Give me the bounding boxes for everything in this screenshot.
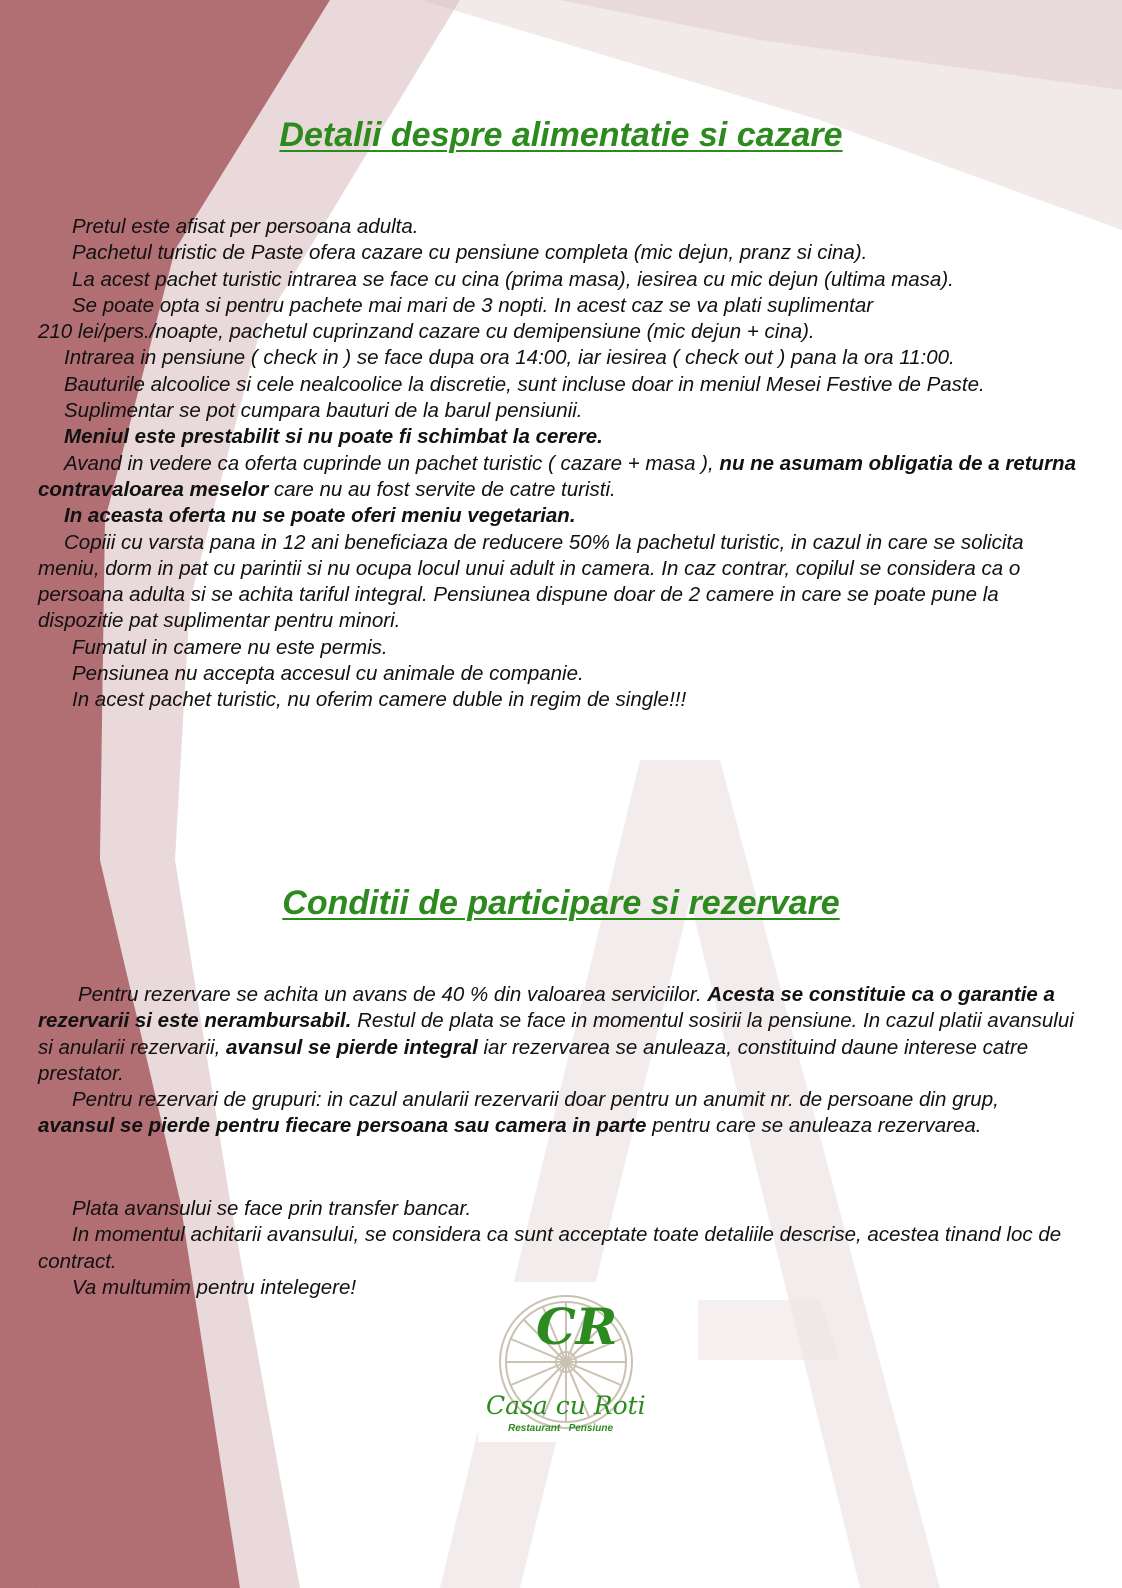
casa-cu-roti-logo: [478, 1282, 698, 1442]
section-heading-rezervare: Conditii de participare si rezervare: [282, 884, 840, 922]
text-contract-acceptance: In momentul achitarii avansului, se considera ca sunt acceptate toate detaliile descrise, acestea tinand loc de contract.: [38, 1223, 1062, 1273]
section-reservation-body: [38, 982, 1078, 1140]
text-offer-package: Avand in vedere ca oferta cuprinde un pachet turistic ( cazare + masa ),: [64, 451, 714, 475]
text-menu-fixed: Meniul este prestabilit si nu poate fi schimbat la cerere.: [64, 425, 603, 449]
text-reservation-cancelled: iar rezervarea se anuleaza, constituind daune interese catre prestator.: [38, 1035, 1029, 1085]
text-no-single: In acest pachet turistic, nu oferim camere duble in regim de single!!!: [72, 688, 687, 712]
text-rest-payment: Restul de plata se face in momentul sosirii la pensiune. In cazul platii avansului si anularii rezervarii,: [38, 1009, 1074, 1059]
text-no-pets: Pensiunea nu accepta accesul cu animale de companie.: [72, 662, 584, 686]
text-no-refund-meals: nu ne asumam obligatia de a returna contravaloarea meselor: [38, 451, 1076, 501]
text-check-in-out: Intrarea in pensiune ( check in ) se face dupa ora 14:00, iar iesirea ( check out ) pana la ora 11:00.: [64, 346, 955, 370]
text-no-smoking: Fumatul in camere nu este permis.: [72, 635, 388, 659]
text-no-vegetarian: In aceasta oferta nu se poate oferi meniu vegetarian.: [64, 504, 576, 528]
text-bank-transfer: Plata avansului se face prin transfer bancar.: [72, 1197, 472, 1220]
section-heading-alimentatie: Detalii despre alimentatie si cazare: [279, 116, 843, 154]
logo-name: Casa cu Roti: [486, 1391, 646, 1420]
text-extra-nights: Se poate opta si pentru pachete mai mari de 3 nopti. In acest caz se va plati suplimentar: [72, 293, 874, 317]
text-group-reservations: Pentru rezervari de grupuri: in cazul anularii rezervarii doar pentru un anumit nr. de persoane din grup,: [72, 1088, 999, 1112]
text-extra-nights-price: 210 lei/pers./noapte, pachetul cuprinzand cazare cu demipensiune (mic dejun + cina).: [38, 320, 815, 344]
text-children-discount: Copiii cu varsta pana in 12 ani beneficiaza de reducere 50% la pachetul turistic, in cazul in care se solicita meniu, dorm in pat cu parintii si nu ocupa locul unui adult in camera. In caz contrar, copilul se considera ca o persoana adulta si se achita tariful integral. Pensiunea dispune doar de 2 camere in care se poate pune la dispozitie pat suplimentar pentru minori.: [38, 530, 1024, 633]
text-advance-lost: avansul se pierde integral: [225, 1035, 478, 1059]
section-details-body: [38, 214, 1078, 714]
text-price-note: Pretul este afisat per persoana adulta.: [72, 215, 419, 238]
text-advance-payment: Pentru rezervare se achita un avans de 40 % din valoarea serviciilor.: [78, 983, 702, 1006]
logo-subtitle: Restaurant Pensiune: [508, 1423, 614, 1434]
text-meals-not-served: care nu au fost servite de catre turisti.: [273, 477, 616, 501]
text-package-description: Pachetul turistic de Paste ofera cazare cu pensiune completa (mic dejun, pranz si cina).: [72, 241, 868, 265]
wheel-icon: [478, 1282, 698, 1442]
text-thank-you: Va multumim pentru intelegere!: [72, 1275, 357, 1299]
logo-monogram: CR: [536, 1297, 618, 1356]
text-drinks-included: Bauturile alcoolice si cele nealcoolice la discretie, sunt incluse doar in meniul Mesei Festive de Paste.: [64, 372, 985, 396]
text-advance-lost-per-person: avansul se pierde pentru fiecare persoana sau camera in parte: [38, 1114, 647, 1138]
text-cancelled-group: pentru care se anuleaza rezervarea.: [652, 1114, 982, 1138]
text-bar-drinks: Suplimentar se pot cumpara bauturi de la barul pensiunii.: [64, 399, 583, 423]
text-entry-exit-meals: La acest pachet turistic intrarea se face cu cina (prima masa), iesirea cu mic dejun (ultima masa).: [72, 267, 954, 291]
text-guarantee-nonrefundable: Acesta se constituie ca o garantie a rezervarii si este nerambursabil.: [38, 983, 1055, 1033]
